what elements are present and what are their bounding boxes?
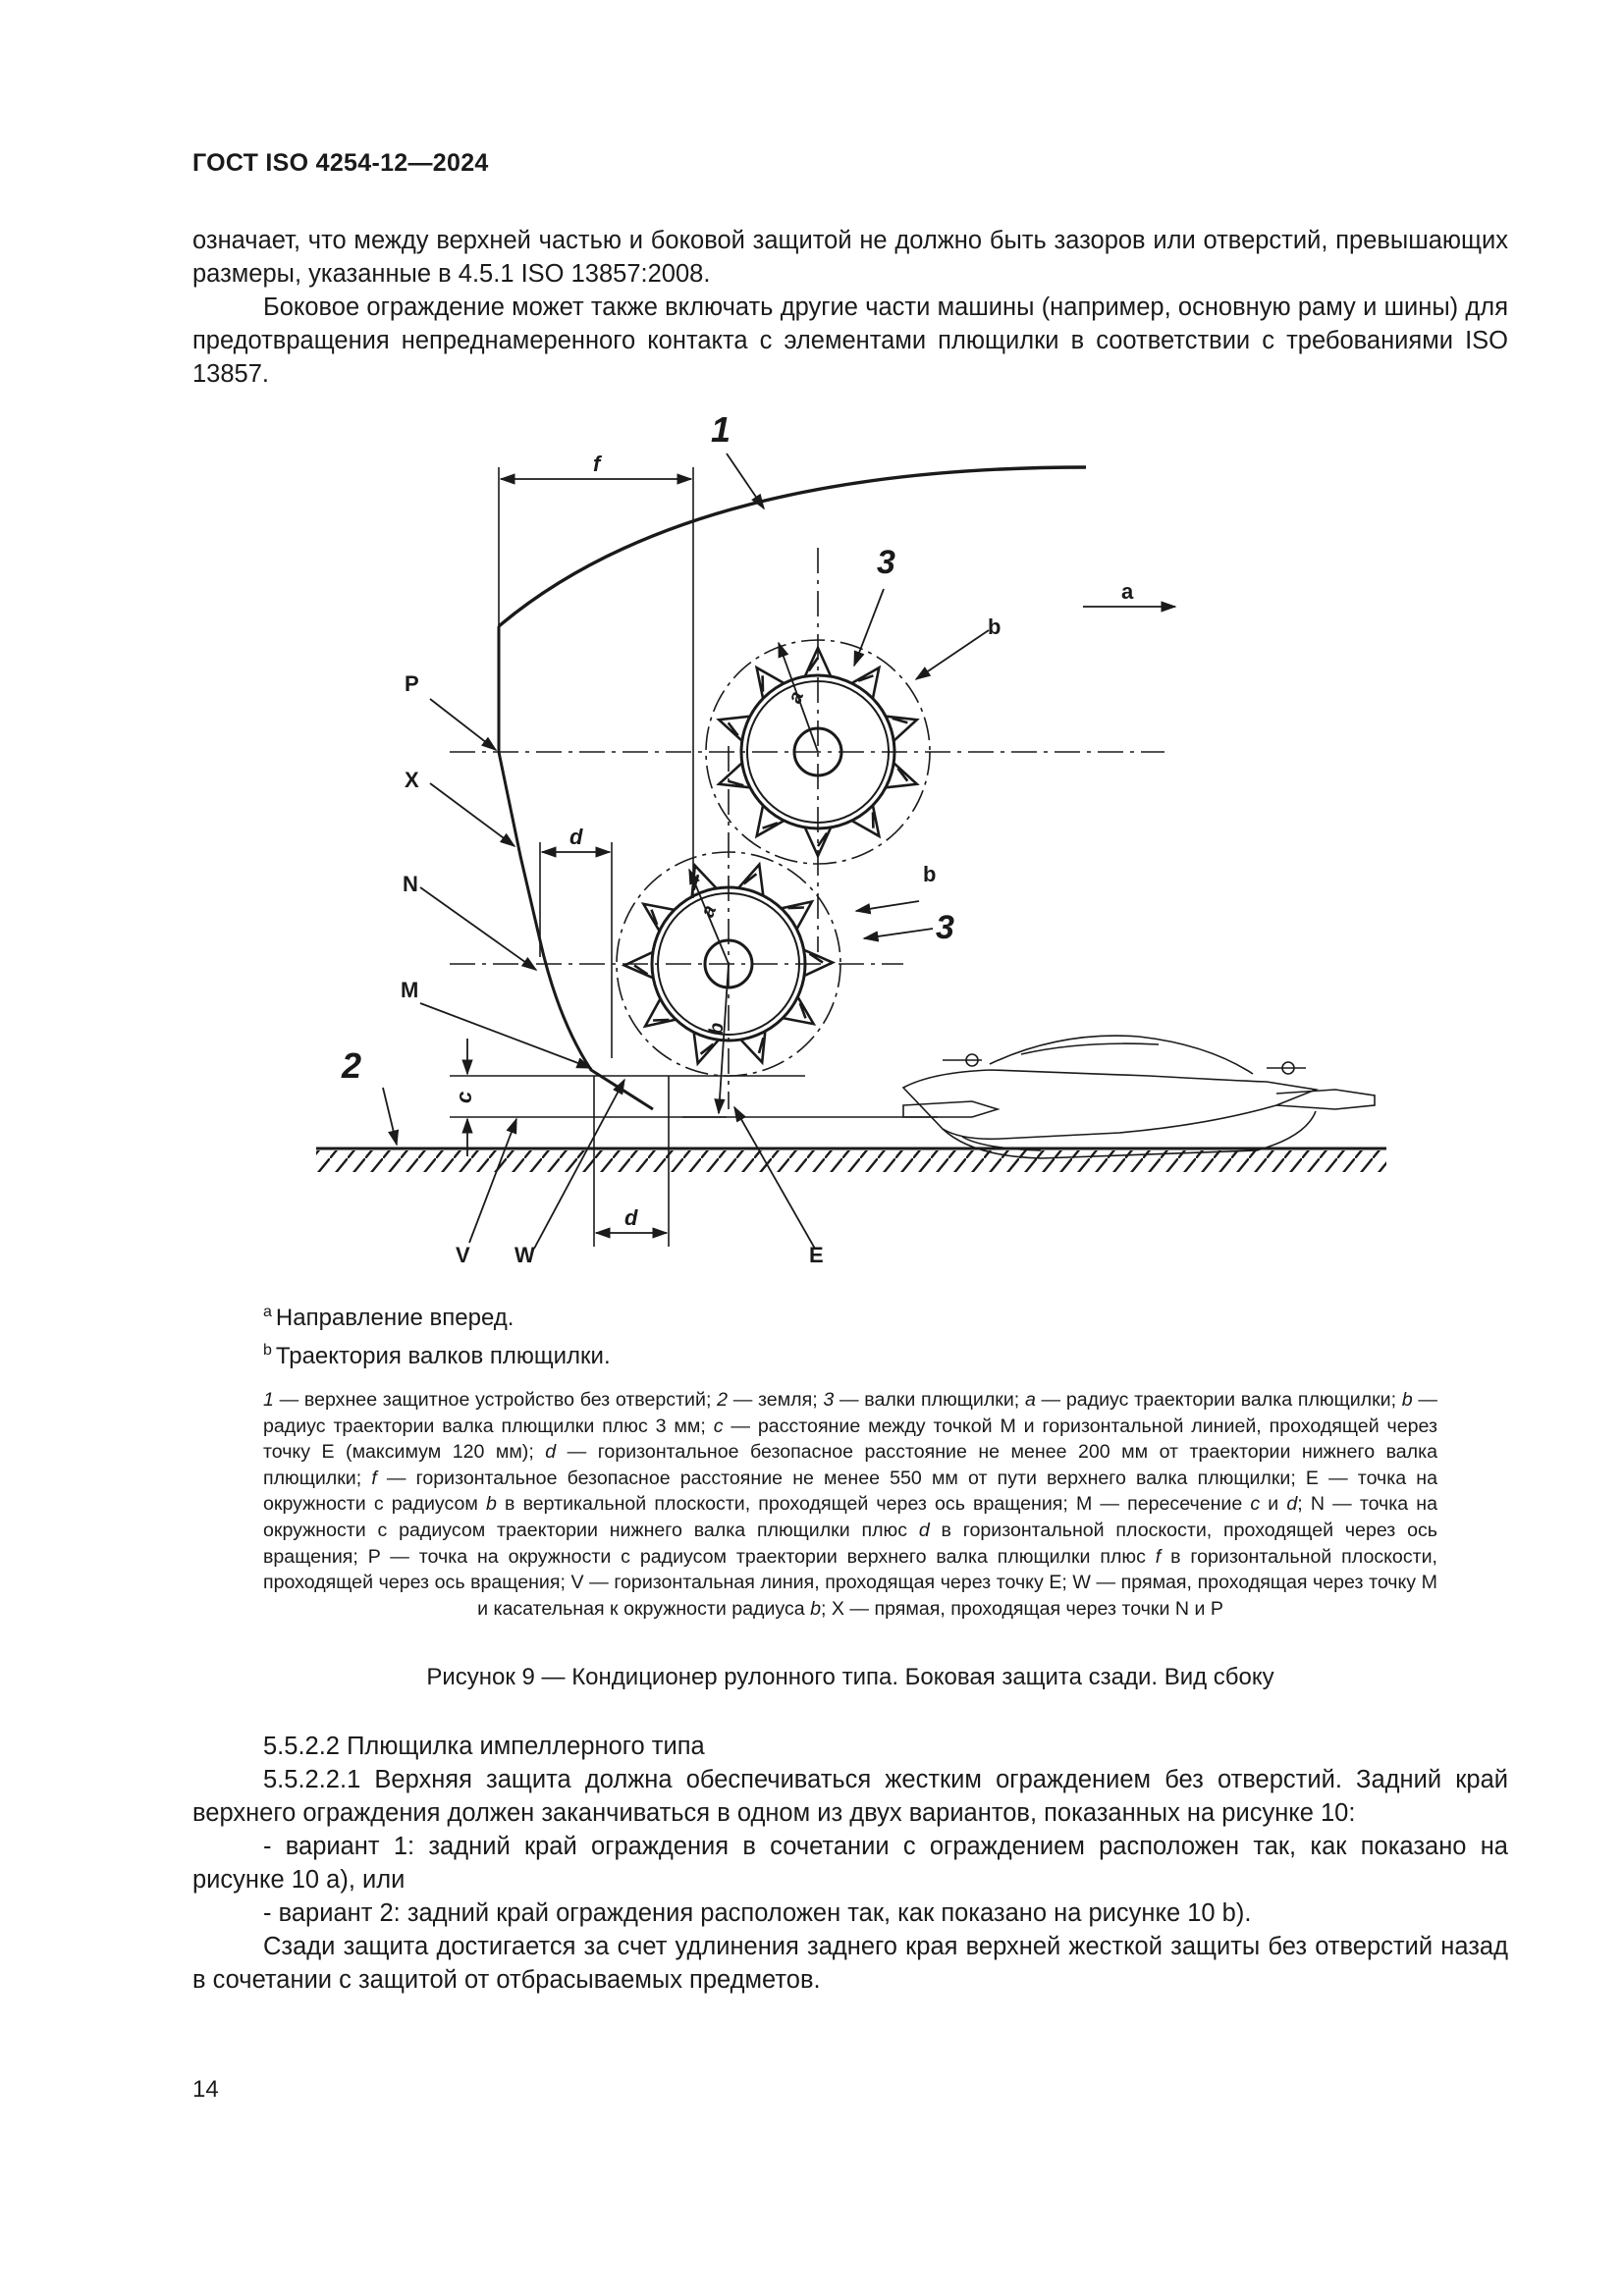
footnote-a: $^a$ Направление вперед. — [263, 1304, 514, 1331]
figure-caption: Рисунок 9 — Кондиционер рулонного типа. Боковая защита сзади. Вид сбоку — [426, 1664, 1274, 1690]
label-b-upper: b — [988, 614, 1001, 639]
label-V: V — [456, 1243, 470, 1267]
label-a-direction: a — [1121, 579, 1134, 604]
label-d-upper: d — [569, 825, 583, 849]
figure-footnotes — [263, 1296, 611, 1372]
side-guard-outline — [499, 626, 653, 1109]
section-heading-5-5-2-2: 5.5.2.2 Плющилка импеллерного типа — [263, 1733, 705, 1760]
paragraph-variant-2: - вариант 2: задний край ограждения расположен так, как показано на рисунке 10 b). — [263, 1899, 1252, 1927]
label-c: c — [452, 1091, 476, 1103]
label-W: W — [514, 1243, 535, 1267]
label-b-lower: b — [923, 862, 937, 886]
label-radius-b: b — [705, 1022, 729, 1036]
label-P: P — [405, 671, 419, 696]
label-radius-a-upper: a — [784, 688, 809, 707]
label-M: M — [401, 978, 419, 1002]
footnote-b: $^b$ Траектория валков плющилки. — [263, 1342, 611, 1369]
label-3-lower: 3 — [936, 909, 954, 946]
label-E: E — [809, 1243, 824, 1267]
paragraph-continuation: означает, что между верхней частью и боковой защитой не должно быть зазоров или отверстий, превышающих размеры, указанные в 4.5.1 ISO 13857:2008. — [192, 227, 1508, 288]
cutter-sketch — [903, 1036, 1375, 1158]
label-X: X — [405, 768, 419, 792]
paragraph-5-5-2-2-1: 5.5.2.2.1 Верхняя защита должна обеспечиваться жестким ограждением без отверстий. Задний край верхнего ограждения должен заканчиваться в одном из двух вариантов, показанных на рисунке 10: — [192, 1766, 1508, 1827]
paragraph-rear-protection: Сзади защита достигается за счет удлинения заднего края верхней жесткой защиты без отверстий назад в сочетании с защитой от отбрасываемых предметов. — [192, 1933, 1508, 1994]
page-number: 14 — [192, 2076, 219, 2103]
label-radius-a-lower: a — [696, 902, 722, 921]
figure-key: 1 — верхнее защитное устройство без отверстий; 2 — земля; 3 — валки плющилки; a — радиус траектории валка плющилки; b — радиус траектории валка плющилки плюс 3 мм; c — расстояние между точкой М и горизонтальной линией, проходящей через точку E (максимум 120 мм); d — горизонтальное безопасное расстояние не менее 200 мм от траектории нижнего валка плющилки; f — горизонтальное безопасное расстояние не менее 550 мм от пути верхнего валка плющилки; E — точка на окружности с радиусом b в вертикальной плоскости, проходящей через ось вращения; M — пересечение c и d; N — точка на окружности с радиусом траектории нижнего валка плющилки плюс d в горизонтальной плоскости, проходящей через ось вращения; P — точка на окружности с радиусом траектории верхнего валка плющилки плюс f в горизонтальной плоскости, проходящей через ось вращения; V — горизонтальная линия, проходящая через точку E; W — прямая, проходящая через точку M и касательная к окружности радиуса b; X — прямая, проходящая через точки N и P — [263, 1389, 1438, 1620]
label-3-upper: 3 — [877, 544, 895, 581]
paragraph-variant-1: - вариант 1: задний край ограждения в сочетании с ограждением расположен так, как показано на рисунке 10 a), или — [192, 1833, 1508, 1894]
label-f: f — [593, 452, 601, 476]
label-d-lower: d — [624, 1205, 638, 1230]
document-header: ГОСТ ISO 4254-12—2024 — [192, 149, 489, 177]
figure-9-drawing — [295, 402, 1394, 1276]
label-1: 1 — [711, 409, 731, 450]
paragraph-side-guard: Боковое ограждение может также включать другие части машины (например, основную раму и шины) для предотвращения непреднамеренного контакта с элементами плющилки в соответствии с требованиями ISO 13857. — [192, 294, 1508, 388]
top-guard-curve — [499, 467, 1086, 626]
label-N: N — [403, 872, 418, 896]
label-2: 2 — [342, 1045, 362, 1086]
